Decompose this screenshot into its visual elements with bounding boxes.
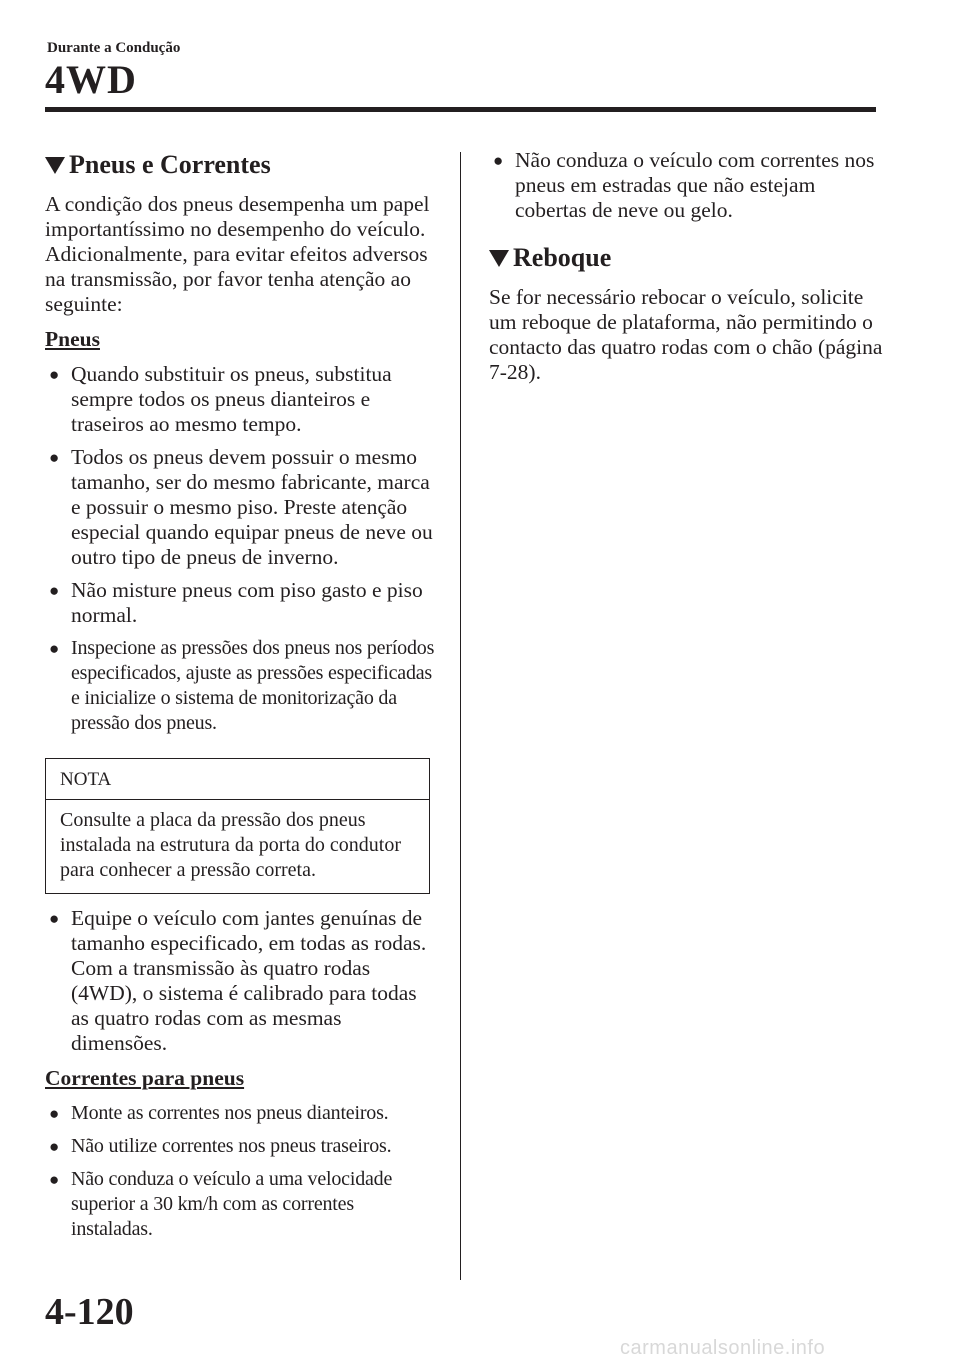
triangle-down-icon <box>489 250 509 267</box>
note-box <box>45 758 430 894</box>
running-header-section: Durante a Condução <box>47 40 181 56</box>
tires-bullet-list <box>45 362 435 736</box>
bullet-icon: ● <box>49 1137 60 1156</box>
list-item: ● Inspecione as pressões dos pneus nos períodos especificados, ajuste as pressões especificadas e inicialize o sistema de monitorização da pressão dos pneus. <box>49 637 435 734</box>
right-column <box>489 148 884 393</box>
column-divider <box>460 152 461 1280</box>
list-item: ● Equipe o veículo com jantes genuínas de tamanho especificado, em todas as rodas. Com a transmissão às quatro rodas (4WD), o sistema é calibrado para todas as quatro rodas com as mesmas dimensões. <box>49 906 427 1055</box>
list-item: ● Não conduza o veículo com correntes nos pneus em estradas que não estejam cobertas de neve ou gelo. <box>493 148 875 222</box>
list-item: ● Não misture pneus com piso gasto e piso normal. <box>49 578 423 627</box>
intro-paragraph: A condição dos pneus desempenha um papel importantíssimo no desempenho do veículo. Adicionalmente, para evitar efeitos adversos na transmissão, por favor tenha atenção ao seguinte: <box>45 192 430 316</box>
bullet-icon: ● <box>49 1104 60 1123</box>
bullet-icon: ● <box>49 639 60 658</box>
note-text: Consulte a placa da pressão dos pneus instalada na estrutura da porta do condutor para conhecer a pressão correta. <box>60 809 401 881</box>
note-title: NOTA <box>46 759 429 800</box>
section-heading-text: Pneus e Correntes <box>69 150 271 179</box>
list-item: ● Monte as correntes nos pneus dianteiros. <box>49 1102 389 1124</box>
bullet-icon: ● <box>49 365 60 384</box>
list-item: ● Não utilize correntes nos pneus traseiros. <box>49 1135 392 1157</box>
chains-bullet-list <box>45 1101 435 1242</box>
running-header-title: 4WD <box>45 57 137 102</box>
header-rule <box>45 107 876 112</box>
list-item: ● Todos os pneus devem possuir o mesmo tamanho, ser do mesmo fabricante, marca e possuir o mesmo piso. Preste atenção especial quando equipar pneus de neve ou outro tipo de pneus de inverno. <box>49 445 433 569</box>
bullet-icon: ● <box>49 909 60 928</box>
triangle-down-icon <box>45 157 65 174</box>
section-heading-text: Reboque <box>513 243 612 272</box>
tires-bullet-list-continued <box>45 906 435 1056</box>
bullet-icon: ● <box>49 1170 60 1189</box>
bullet-icon: ● <box>49 581 60 600</box>
section-heading-tires-chains <box>45 148 435 182</box>
list-item: ● Não conduza o veículo a uma velocidade superior a 30 km/h com as correntes instaladas. <box>49 1168 393 1240</box>
subheading-tire-chains: Correntes para pneus <box>45 1066 245 1090</box>
bullet-icon: ● <box>493 151 504 170</box>
watermark: carmanualsonline.info <box>620 1337 826 1359</box>
bullet-icon: ● <box>49 448 60 467</box>
list-item: ● Quando substituir os pneus, substitua sempre todos os pneus dianteiros e traseiros ao mesmo tempo. <box>49 362 392 436</box>
chains-bullet-list-continued <box>489 148 884 223</box>
page-number: 4-120 <box>45 1291 134 1333</box>
subheading-tires: Pneus <box>45 327 100 351</box>
left-column <box>45 148 435 1250</box>
towing-paragraph: Se for necessário rebocar o veículo, solicite um reboque de plataforma, não permitindo o contacto das quatro rodas com o chão (página 7-28). <box>489 285 883 384</box>
section-heading-towing <box>489 241 884 275</box>
